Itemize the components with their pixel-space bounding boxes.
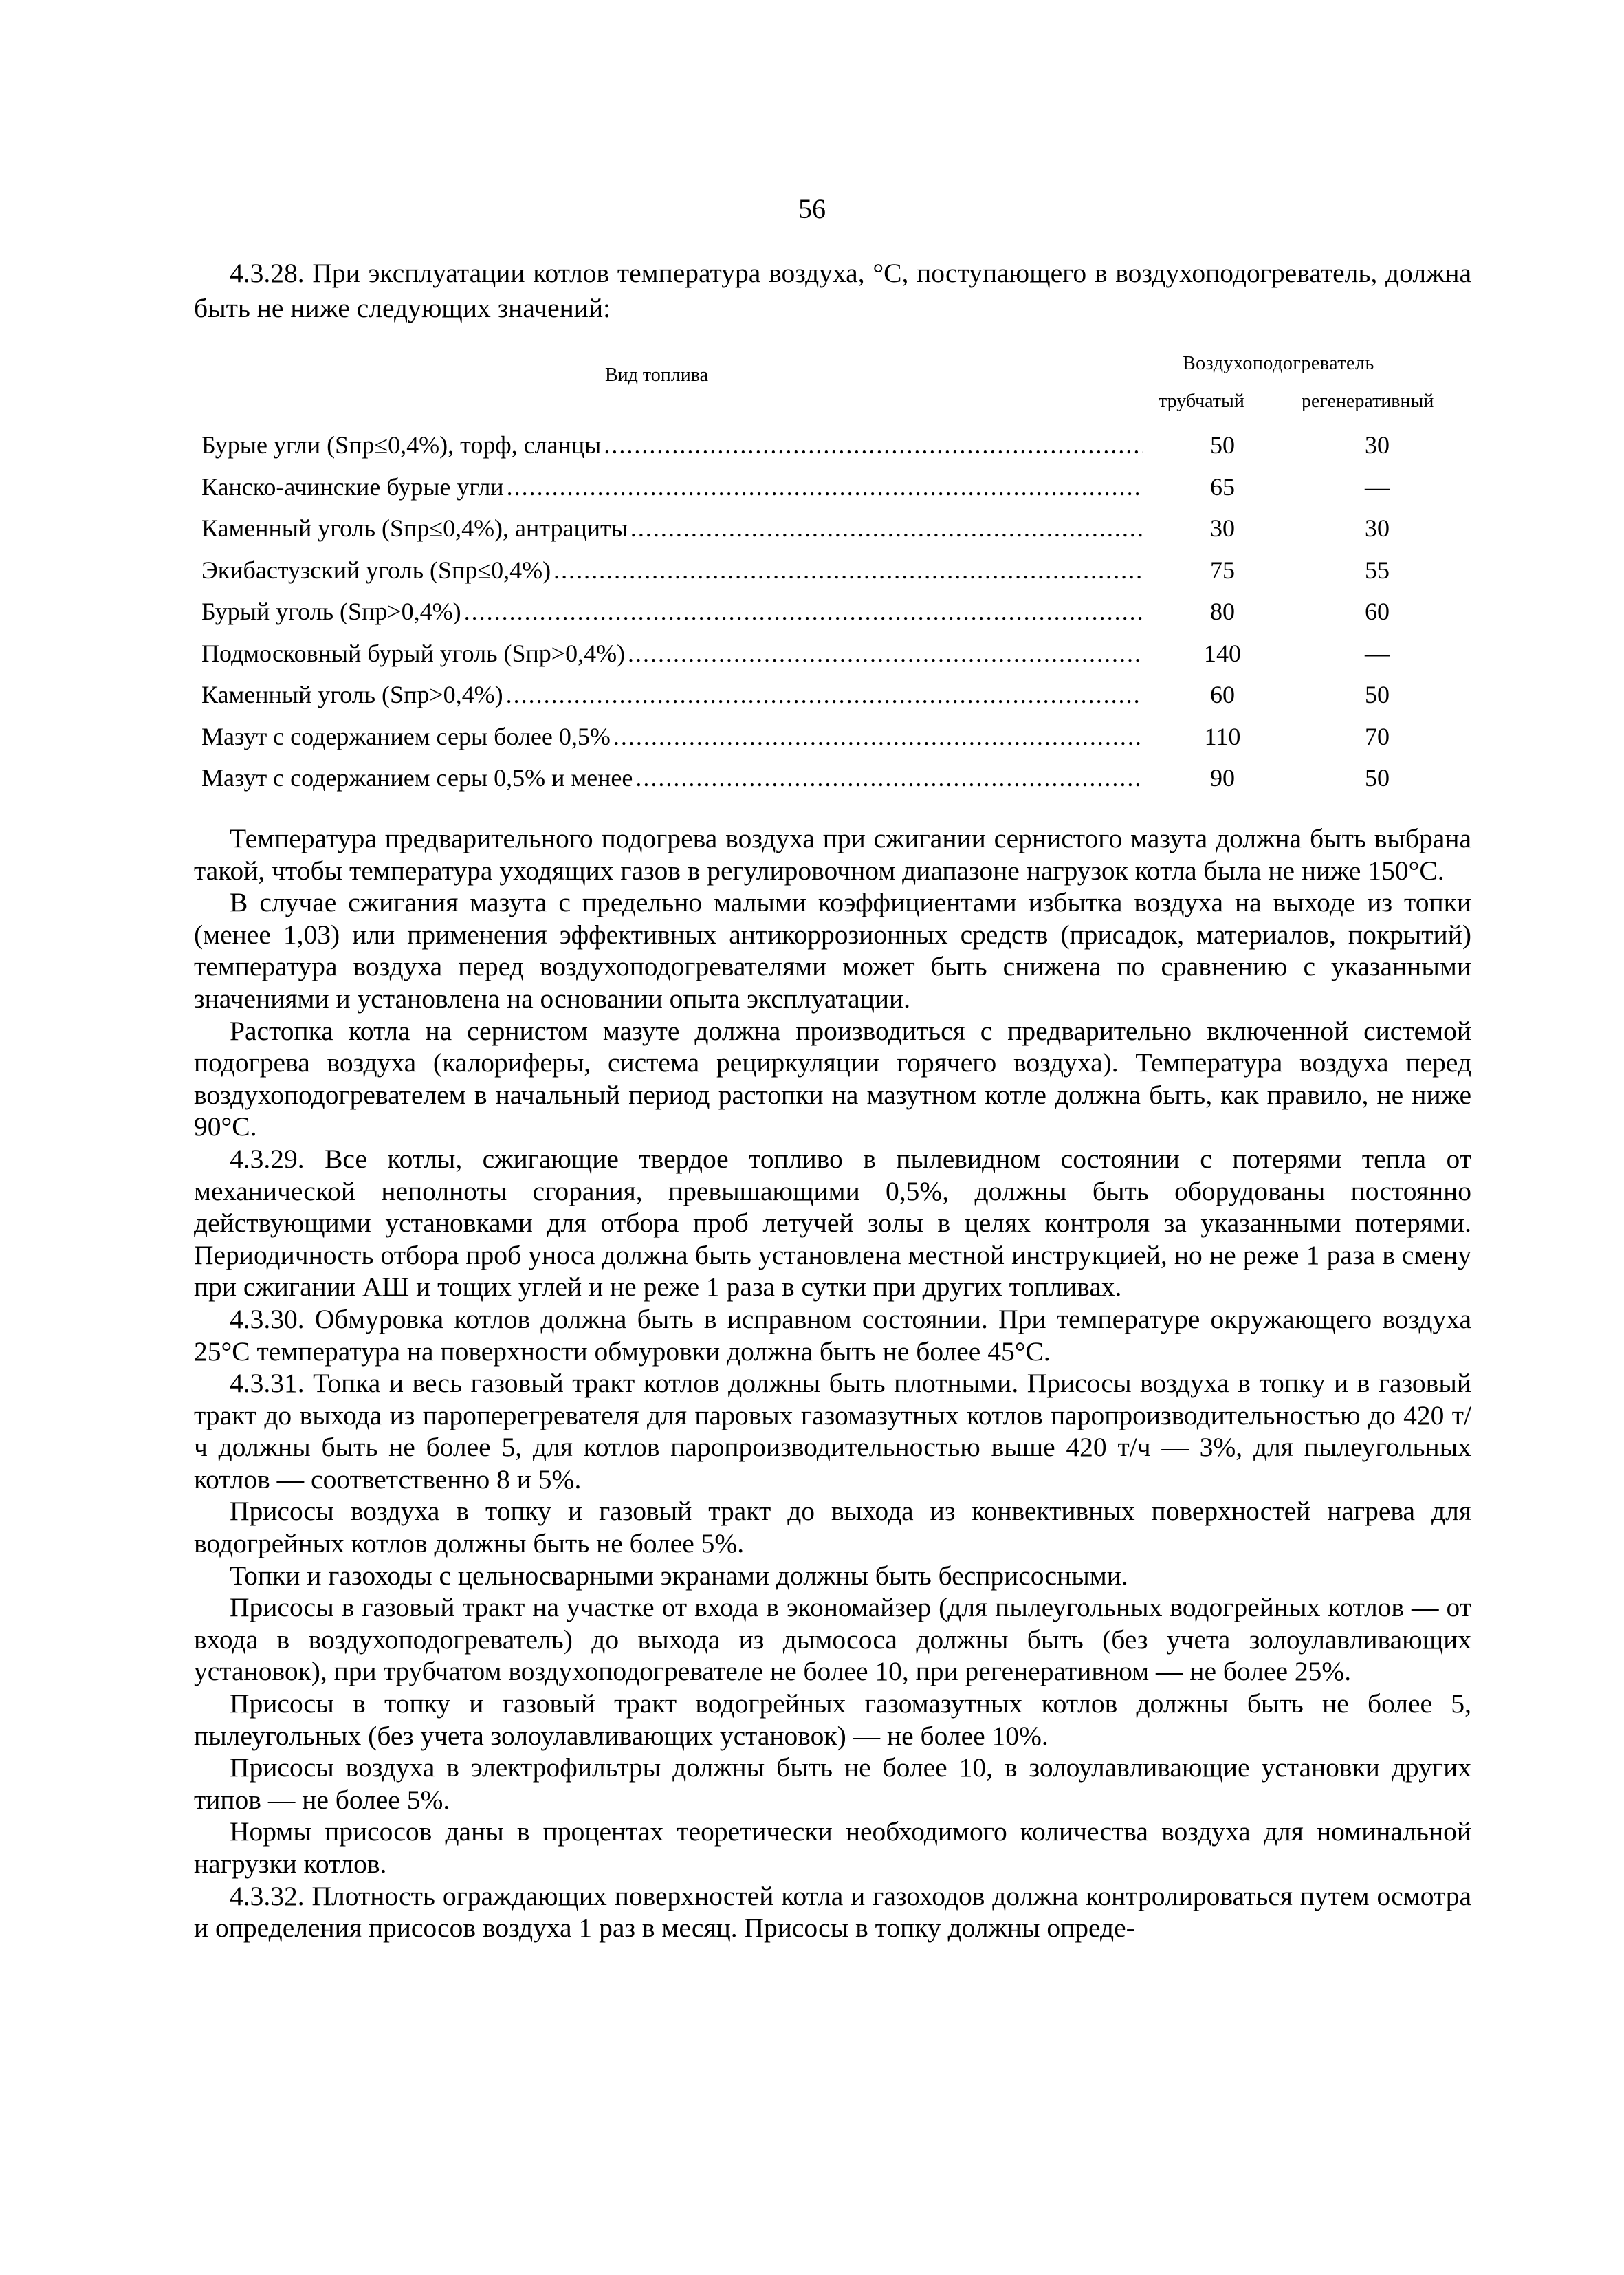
regenerative-value: 55 [1365,556,1390,584]
fuel-name: Мазут с содержанием серы 0,5% и менее [201,764,633,792]
leader-dots [507,472,1143,501]
paragraph-13: 4.3.32. Плотность ограждающих поверхностей котла и газоходов должна контролироваться путем осмотра и определения присосов воздуха 1 раз в месяц. Присосы в топку должны опреде- [194,1880,1471,1944]
table-row [201,472,1439,505]
leader-dots [613,722,1143,751]
leader-dots [553,556,1143,585]
leader-dots [635,763,1143,792]
paragraph-11: Присосы воздуха в электрофильтры должны быть не более 10, в золоулавливающие установки других типов — не более 5%. [194,1752,1471,1815]
tubular-value: 60 [1210,681,1235,708]
fuel-name: Мазут с содержанием серы более 0,5% [201,722,611,750]
paragraph-4: 4.3.29. Все котлы, сжигающие твердое топливо в пылевидном состоянии с потерями тепла от механической неполноты сгорания, превышающими 0,5%, должны быть оборудованы постоянно действующими установками для отбора проб летучей золы в целях контроля за указанными потерями. Периодичность отбора проб уноса должна быть установлена местной инструкцией, но не реже 1 раза в смену при сжигании АШ и тощих углей и не реже 1 раза в сутки при других топливах. [194,1143,1471,1303]
leader-dots [630,514,1143,543]
table-header-regenerative: регенеративный [1302,391,1434,412]
paragraph-3: Растопка котла на сернистом мазуте должна производиться с предварительно включенной системой подогрева воздуха (калориферы, система рециркуляции горячего воздуха). Температура воздуха перед воздухоподогревателем в начальный период растопки на мазутном котле должна быть, как правило, не ниже 90°С. [194,1015,1471,1142]
paragraph-9: Присосы в газовый тракт на участке от входа в экономайзер (для пылеугольных водогрейных котлов — от входа в воздухоподогреватель) до выхода из дымососа должны быть (без учета золоулавливающих установок), при трубчатом воздухоподогревателе не более 10, при регенеративном — не более 25%. [194,1592,1471,1687]
regenerative-value: 30 [1365,431,1390,459]
regenerative-value: 60 [1365,598,1390,625]
table-row [201,431,1439,464]
table-row [201,680,1439,713]
table-row [201,597,1439,630]
paragraph-12: Нормы присосов даны в процентах теоретически необходимого количества воздуха для номинальной нагрузки котлов. [194,1816,1471,1879]
paragraph-2: В случае сжигания мазута с предельно малыми коэффициентами избытка воздуха на выходе из топки (менее 1,03) или применения эффективных антикоррозионных средств (присадок, материалов, покрытий) температура воздуха перед воздухоподогревателями может быть снижена по сравнению с указанными значениями и установлена на основании опыта эксплуатации. [194,887,1471,1014]
table-row [201,722,1439,755]
table-header-tubular: трубчатый [1159,391,1244,412]
tubular-value: 30 [1210,514,1235,542]
tubular-value: 140 [1204,639,1241,667]
leader-dots [604,431,1143,459]
table-row [201,514,1439,547]
leader-dots [506,680,1143,709]
fuel-name: Бурые угли (Sпр≤0,4%), торф, сланцы [201,431,602,459]
regenerative-value: — [1365,639,1390,667]
tubular-value: 50 [1210,431,1235,459]
regenerative-value: 30 [1365,514,1390,542]
paragraph-1: Температура предварительного подогрева воздуха при сжигании сернистого мазута должна быть выбрана такой, чтобы температура уходящих газов в регулировочном диапазоне нагрузок котла была не ниже 150°С. [194,823,1471,886]
fuel-name: Каменный уголь (Sпр≤0,4%), антрациты [201,514,628,542]
table-header-fuel: Вид топлива [605,364,708,386]
tubular-value: 65 [1210,472,1235,501]
regenerative-value: 50 [1365,681,1390,708]
paragraph-6: 4.3.31. Топка и весь газовый тракт котлов должны быть плотными. Присосы воздуха в топку и в газовый тракт до выхода из пароперегревателя для паровых газомазутных котлов паропроизводительностью до 420 т/ч должны быть не более 5, для котлов паропроизводительностью выше 420 т/ч — 3%, для пылеугольных котлов — соответственно 8 и 5%. [194,1368,1471,1494]
tubular-value: 90 [1210,764,1235,792]
regenerative-value: — [1365,472,1390,501]
fuel-name: Экибастузский уголь (Sпр≤0,4%) [201,556,551,584]
table-row [201,556,1439,589]
tubular-value: 80 [1210,598,1235,625]
paragraph-8: Топки и газоходы с цельносварными экранами должны быть беcприсосными. [230,1560,1128,1591]
paragraph-10: Присосы в топку и газовый тракт водогрейных газомазутных котлов должны быть не более 5, пылеугольных (без учета золоулавливающих установок) — не более 10%. [194,1688,1471,1751]
tubular-value: 110 [1204,722,1241,750]
fuel-name: Бурый уголь (Sпр>0,4%) [201,598,461,625]
paragraph-5: 4.3.30. Обмуровка котлов должна быть в исправном состоянии. При температуре окружающего воздуха 25°С температура на поверхности обмуровки должна быть не более 45°С. [194,1303,1471,1367]
tubular-value: 75 [1210,556,1235,584]
fuel-name: Каменный уголь (Sпр>0,4%) [201,681,503,708]
intro-paragraph: 4.3.28. При эксплуатации котлов температура воздуха, °С, поступающего в воздухоподогреватель, должна быть не ниже следующих значений: [194,258,1471,323]
leader-dots [464,597,1143,626]
page-number: 56 [798,193,826,224]
regenerative-value: 50 [1365,764,1390,792]
regenerative-value: 70 [1365,722,1390,750]
table-row [201,763,1439,796]
fuel-name: Подмосковный бурый уголь (Sпр>0,4%) [201,639,626,667]
fuel-name: Канско-ачинские бурые угли [201,472,504,501]
leader-dots [628,639,1143,668]
table-header-air-heater: Воздухоподогреватель [1183,353,1374,374]
paragraph-7: Присосы воздуха в топку и газовый тракт до выхода из конвективных поверхностей нагрева для водогрейных котлов должны быть не более 5%. [194,1496,1471,1559]
table-row [201,639,1439,672]
body-text [194,823,1471,1944]
